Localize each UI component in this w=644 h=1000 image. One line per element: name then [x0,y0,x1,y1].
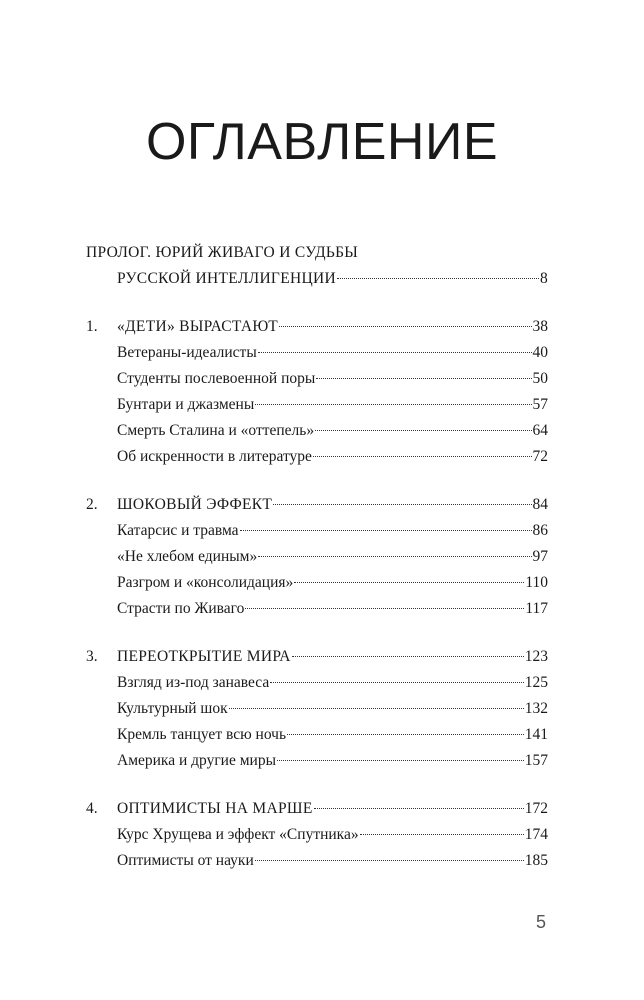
section-entry [117,848,548,874]
chapter-number: 3. [86,648,98,665]
dot-leader [258,352,532,353]
section-entry [117,670,548,696]
section-entry [117,340,548,366]
dot-leader [287,734,524,735]
chapter-page: 123 [524,648,548,665]
section-title: Об искренности в литературе [117,448,312,465]
chapter-title-entry [117,492,548,518]
section-page: 97 [532,548,548,565]
chapter-number: 2. [86,496,98,513]
dot-leader [314,808,524,809]
section-title: Культурный шок [117,700,228,717]
page-number: 5 [536,912,547,932]
table-of-contents [86,240,548,874]
section-entry [117,366,548,392]
section-entry [117,722,548,748]
dot-leader [258,556,531,557]
dot-leader [273,504,531,505]
section-page: 141 [524,726,548,743]
dot-leader [279,326,531,327]
chapter-1 [86,314,548,470]
section-title: Кремль танцует всю ночь [117,726,287,743]
section-page: 50 [532,370,548,387]
chapter-title: ОПТИМИСТЫ НА МАРШЕ [117,800,313,817]
chapter-page: 172 [524,800,548,817]
section-title: Разгром и «консолидация» [117,574,294,591]
dot-leader [315,430,531,431]
section-page: 117 [525,600,548,617]
section-page: 57 [532,396,548,413]
section-page: 64 [532,422,548,439]
section-entry [117,444,548,470]
section-title: Взгляд из-под занавеса [117,674,270,691]
chapter-4 [86,796,548,874]
section-page: 86 [532,522,548,539]
dot-leader [255,860,524,861]
prologue-title-line1 [86,240,548,266]
dot-leader [294,582,524,583]
dot-leader [337,278,539,279]
section-entry [117,518,548,544]
section-page: 132 [524,700,548,717]
dot-leader [240,530,532,531]
page-title: ОГЛАВЛЕНИЕ [145,113,498,171]
dot-leader [316,378,531,379]
section-title: Студенты послевоенной поры [117,370,316,387]
chapter-title: ПЕРЕОТКРЫТИЕ МИРА [117,648,291,665]
section-entry [117,748,548,774]
dot-leader [270,682,524,683]
dot-leader [255,404,531,405]
section-page: 40 [532,344,548,361]
chapter-number: 1. [86,318,98,335]
section-entry [117,418,548,444]
prologue-title-text-1: ПРОЛОГ. ЮРИЙ ЖИВАГО И СУДЬБЫ [86,244,359,261]
chapter-2 [86,492,548,622]
prologue-title-text-2: РУССКОЙ ИНТЕЛЛИГЕНЦИИ [117,270,336,287]
section-title: Оптимисты от науки [117,852,254,869]
section-entry [117,696,548,722]
chapter-title-entry [117,796,548,822]
chapter-title: «ДЕТИ» ВЫРАСТАЮТ [117,318,279,335]
dot-leader [313,456,532,457]
section-page: 185 [524,852,548,869]
dot-leader [229,708,524,709]
chapter-title-entry [117,314,548,340]
section-title: «Не хлебом единым» [117,548,258,565]
section-page: 72 [532,448,548,465]
section-entry [117,544,548,570]
chapter-title: ШОКОВЫЙ ЭФФЕКТ [117,496,273,513]
section-entry [117,570,548,596]
prologue-entry [117,266,548,292]
dot-leader [245,608,524,609]
chapter-title-entry [117,644,548,670]
section-title: Ветераны-идеалисты [117,344,257,361]
section-entry [117,392,548,418]
section-title: Смерть Сталина и «оттепель» [117,422,315,439]
section-entry [117,596,548,622]
prologue-page: 8 [539,270,548,287]
dot-leader [292,656,524,657]
section-title: Страсти по Живаго [117,600,245,617]
chapter-page: 84 [532,496,548,513]
section-page: 174 [524,826,548,843]
section-entry [117,822,548,848]
dot-leader [277,760,524,761]
chapter-number: 4. [86,800,98,817]
section-page: 125 [524,674,548,691]
section-page: 157 [524,752,548,769]
chapter-3 [86,644,548,774]
dot-leader [360,834,524,835]
section-title: Катарсис и травма [117,522,239,539]
chapter-page: 38 [532,318,548,335]
section-page: 110 [525,574,548,591]
section-title: Америка и другие миры [117,752,277,769]
section-title: Курс Хрущева и эффект «Спутника» [117,826,359,843]
section-title: Бунтари и джазмены [117,396,255,413]
